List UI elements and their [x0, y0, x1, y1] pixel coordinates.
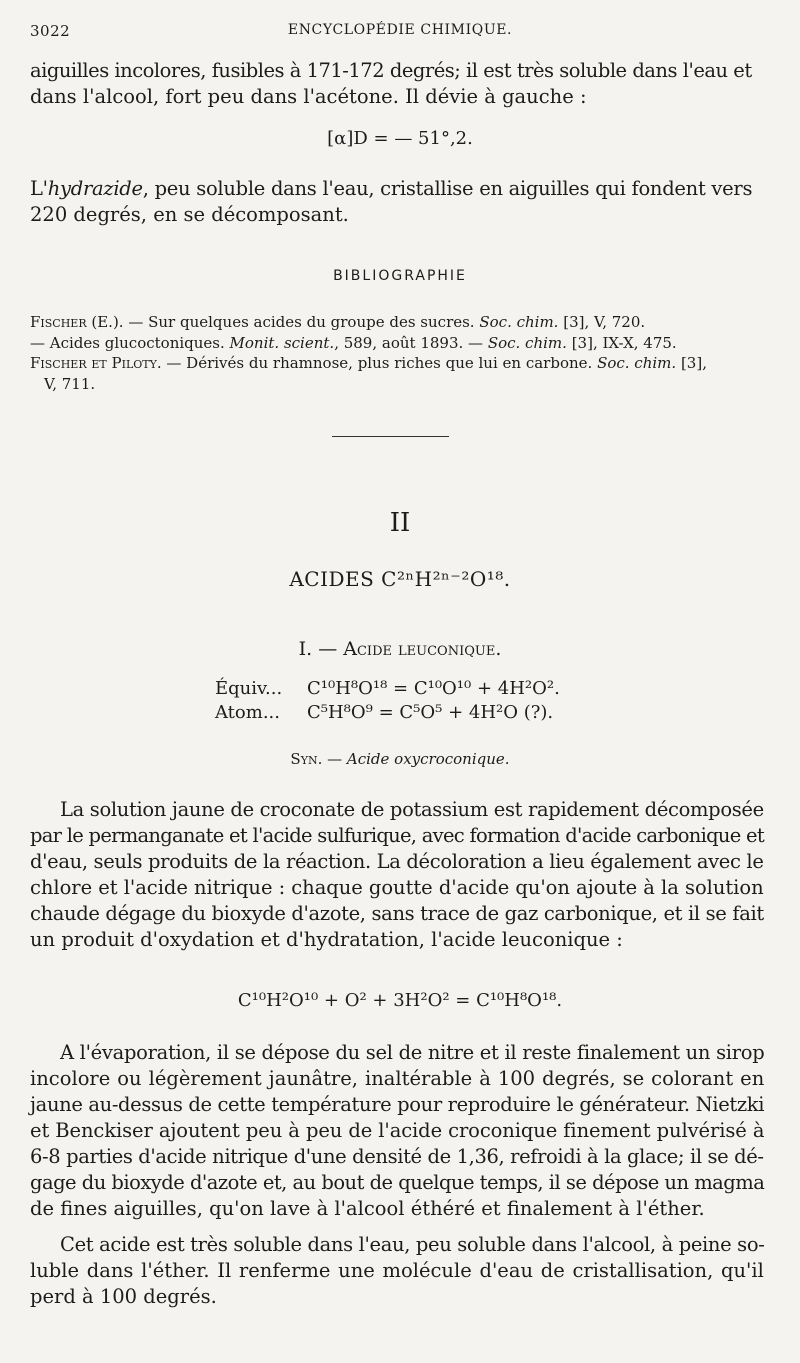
atom-formula-row	[215, 702, 553, 723]
text-fragment: L'	[30, 177, 48, 200]
italic-term: hydrazide	[47, 177, 143, 200]
page-number: 3022	[30, 22, 71, 40]
bibliography-list	[30, 312, 764, 394]
synonym-label: Syn.	[290, 750, 323, 768]
bibliography-entry	[30, 333, 764, 354]
running-head	[30, 22, 770, 42]
bibliography-entry	[30, 312, 764, 333]
author-name: Fischer et Piloty.	[30, 354, 162, 372]
journal-title: ENCYCLOPÉDIE CHIMIQUE.	[287, 22, 513, 38]
paragraph-line: chaude dégage du bioxyde d'azote, sans trace de gaz carbonique, et il se fait	[30, 902, 764, 925]
reaction-formula: C¹⁰H²O¹⁰ + O² + 3H²O² = C¹⁰H⁸O¹⁸.	[237, 990, 563, 1011]
synonym-line: Syn. — Acide oxycroconique.	[290, 750, 510, 768]
text-fragment: — Dérivés du rhamnose, plus riches que lui en carbone.	[161, 354, 598, 372]
text-fragment: [3],	[676, 354, 707, 372]
subsection-title: I. — Acide leuconique.	[298, 638, 502, 660]
text-fragment: , peu soluble dans l'eau, cristallise en aiguilles qui fondent vers	[142, 177, 753, 200]
journal-name: Monit. scient.	[229, 333, 335, 352]
text-fragment: [3], IX-X, 475.	[566, 333, 677, 352]
author-name: Fischer (E.).	[30, 313, 124, 331]
text-fragment: — Sur quelques acides du groupe des sucres.	[123, 313, 480, 331]
section-title: ACIDES C²ⁿH²ⁿ⁻²O¹⁸.	[289, 567, 511, 591]
paragraph-line: perd à 100 degrés.	[30, 1285, 217, 1308]
equiv-label: Équiv...	[215, 678, 283, 699]
paragraph-5	[30, 1232, 764, 1310]
synonym-name: Acide oxycroconique.	[346, 750, 510, 768]
paragraph-line: Cet acide est très soluble dans l'eau, peu soluble dans l'alcool, à peine so-	[60, 1233, 765, 1256]
paragraph-line: aiguilles incolores, fusibles à 171-172 degrés; il est très soluble dans l'eau et	[30, 59, 752, 82]
paragraph-line: 6-8 parties d'acide nitrique d'une densité de 1,36, refroidi à la glace; il se dé-	[30, 1145, 764, 1168]
paragraph-line: La solution jaune de croconate de potassium est rapidement décomposée	[60, 798, 764, 821]
equiv-formula-row	[215, 678, 560, 699]
rotation-formula: [α]D = — 51°,2.	[327, 128, 473, 149]
paragraph-line	[30, 176, 752, 202]
paragraph-line: jaune au-dessus de cette température pour reproduire le générateur. Nietzki	[30, 1093, 765, 1116]
atom-formula: C⁵H⁸O⁹ = C⁵O⁵ + 4H²O (?).	[307, 702, 554, 723]
paragraph-line: par le permanganate et l'acide sulfurique, avec formation d'acide carbonique et	[30, 824, 764, 847]
paragraph-line: luble dans l'éther. Il renferme une molécule d'eau de cristallisation, qu'il	[30, 1259, 764, 1282]
paragraph-line: incolore ou légèrement jaunâtre, inaltérable à 100 degrés, se colorant en	[30, 1067, 765, 1090]
journal-name: Soc. chim.	[479, 313, 559, 331]
paragraph-3	[30, 797, 764, 953]
section-divider	[332, 436, 449, 437]
bibliography-heading: BIBLIOGRAPHIE	[333, 268, 467, 284]
paragraph-4	[30, 1040, 764, 1222]
paragraph-line: gage du bioxyde d'azote et, au bout de quelque temps, il se dépose un magma	[30, 1171, 765, 1194]
journal-name: Soc. chim.	[597, 354, 677, 372]
section-numeral: II	[389, 508, 411, 538]
paragraph-2	[30, 176, 752, 228]
paragraph-line: de fines aiguilles, qu'on lave à l'alcool éthéré et finalement à l'éther.	[30, 1197, 705, 1220]
paragraph-line: 220 degrés, en se décomposant.	[30, 203, 349, 226]
equiv-formula: C¹⁰H⁸O¹⁸ = C¹⁰O¹⁰ + 4H²O².	[307, 678, 560, 699]
paragraph-line: un produit d'oxydation et d'hydratation, l'acide leuconique :	[30, 928, 623, 951]
paragraph-line: chlore et l'acide nitrique : chaque goutte d'acide qu'on ajoute à la solution	[30, 876, 764, 899]
paragraph-line: A l'évaporation, il se dépose du sel de nitre et il reste finalement un sirop	[60, 1041, 765, 1064]
text-fragment: — Acides glucoctoniques.	[30, 333, 230, 352]
paragraph-line: d'eau, seuls produits de la réaction. La décoloration a lieu également avec le	[30, 850, 764, 873]
paragraph-1	[30, 58, 752, 110]
bibliography-entry	[30, 353, 764, 374]
text-fragment: [3], V, 720.	[558, 313, 646, 331]
atom-label: Atom...	[215, 702, 280, 723]
bibliography-entry: V, 711.	[44, 374, 96, 393]
paragraph-line: dans l'alcool, fort peu dans l'acétone. Il dévie à gauche :	[30, 85, 587, 108]
journal-name: Soc. chim.	[487, 333, 567, 352]
paragraph-line: et Benckiser ajoutent peu à peu de l'acide croconique finement pulvérisé à	[30, 1119, 765, 1142]
text-fragment: , 589, août 1893. —	[334, 333, 488, 352]
